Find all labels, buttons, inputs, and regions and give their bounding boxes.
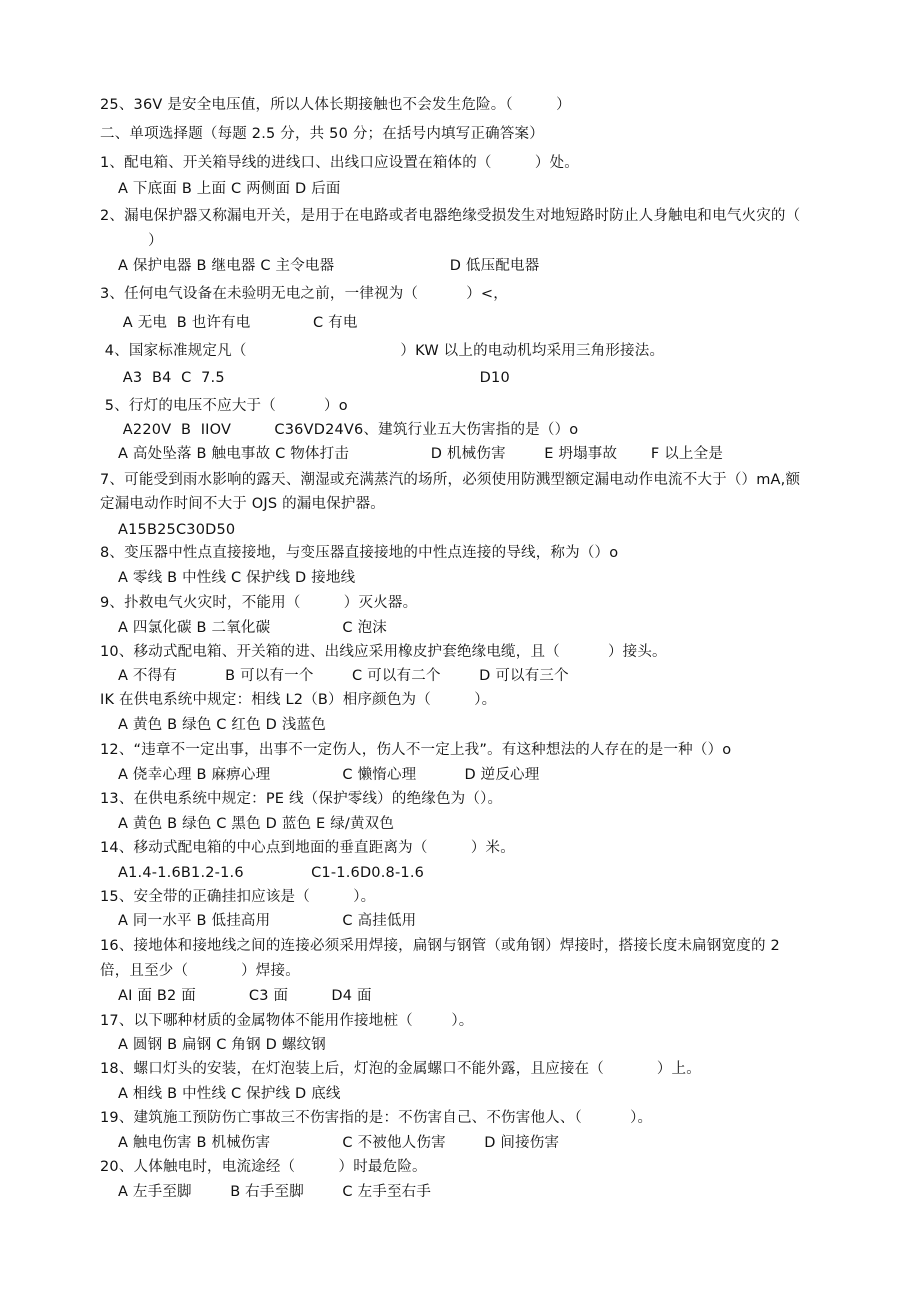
question-text: 2、漏电保护器又称漏电开关，是用于在电路或者电器绝缘受损发生对地短路时防止人身触电和电气火灾的（ <box>100 208 801 224</box>
answer-options: A 左手至脚 B 右手至脚 C 左手至右手 <box>118 1184 432 1200</box>
question-text: 12、“违章不一定出事，出事不一定伤人，伤人不一定上我”。有这种想法的人存在的是一种（）o <box>100 742 732 758</box>
answer-options: A 相线 B 中性线 C 保护线 D 底线 <box>118 1086 341 1102</box>
question-text: 14、移动式配电箱的中心点到地面的垂直距离为（ ）米。 <box>100 840 515 856</box>
question-text: 5、行灯的电压不应大于（ ）o <box>100 398 348 414</box>
question-text: 13、在供电系统中规定：PE 线（保护零线）的绝缘色为（）。 <box>100 791 503 807</box>
question-text: 定漏电动作时间不大于 OJS 的漏电保护器。 <box>100 496 386 512</box>
answer-options: A 同一水平 B 低挂高用 C 高挂低用 <box>118 913 417 929</box>
answer-options: A 圆钢 B 扁钢 C 角钢 D 螺纹钢 <box>118 1037 326 1053</box>
answer-options: A 黄色 B 绿色 C 黑色 D 蓝色 E 绿/黄双色 <box>118 816 395 832</box>
question-text: 16、接地体和接地线之间的连接必须采用焊接，扁钢与钢管（或角钢）焊接时，搭接长度未扁钢宽度的 2 <box>100 938 780 954</box>
answer-options: A 侥幸心理 B 麻痹心理 C 懒惰心理 D 逆反心理 <box>118 767 540 783</box>
answer-options: A 下底面 B 上面 C 两侧面 D 后面 <box>118 181 341 197</box>
question-text: IK 在供电系统中规定：相线 L2（B）相序颜色为（ ）。 <box>100 692 497 708</box>
question-text: 7、可能受到雨水影响的露天、潮湿或充满蒸汽的场所，必须使用防溅型额定漏电动作电流不大于（）mA,额 <box>100 472 801 488</box>
question-text: 4、国家标准规定凡（ ）KW 以上的电动机均采用三角形接法。 <box>100 343 665 359</box>
question-text: 25、36V 是安全电压值，所以人体长期接触也不会发生危险。（ ） <box>100 97 571 113</box>
question-text: 20、人体触电时，电流途经（ ）时最危险。 <box>100 1159 427 1175</box>
question-text: 1、配电箱、开关箱导线的进线口、出线口应设置在箱体的（ ）处。 <box>100 155 580 171</box>
question-text: 17、以下哪种材质的金属物体不能用作接地桩（ ）。 <box>100 1013 474 1029</box>
answer-options: A 四氯化碳 B 二氧化碳 C 泡沫 <box>118 620 387 636</box>
question-text: 3、任何电气设备在未验明无电之前，一律视为（ ）<， <box>100 286 508 302</box>
question-text: 9、扑救电气火灾时，不能用（ ）灭火器。 <box>100 595 418 611</box>
answer-options: A1.4-1.6B1.2-1.6 C1-1.6D0.8-1.6 <box>118 865 425 881</box>
answer-options: A 触电伤害 B 机械伤害 C 不被他人伤害 D 间接伤害 <box>118 1135 560 1151</box>
question-text: 倍，且至少（ ）焊接。 <box>100 963 300 979</box>
question-text: 18、螺口灯头的安装，在灯泡装上后，灯泡的金属螺口不能外露，且应接在（ ）上。 <box>100 1061 701 1077</box>
question-text: 19、建筑施工预防伤亡事故三不伤害指的是：不伤害自己、不伤害他人、（ ）。 <box>100 1110 653 1126</box>
answer-options: A3 B4 C 7.5 D10 <box>118 370 510 386</box>
question-text: 10、移动式配电箱、开关箱的进、出线应采用橡皮护套绝缘电缆，且（ ）接头。 <box>100 644 667 660</box>
answer-options: A 不得有 B 可以有一个 C 可以有二个 D 可以有三个 <box>118 668 569 684</box>
answer-options: A 黄色 B 绿色 C 红色 D 浅蓝色 <box>118 717 326 733</box>
answer-options: A15B25C30D50 <box>118 522 236 538</box>
question-text: 二、单项选择题（每题 2.5 分，共 50 分；在括号内填写正确答案） <box>100 126 544 142</box>
answer-options: A220V B IIOV C36VD24V6、建筑行业五大伤害指的是（）o <box>118 422 579 438</box>
answer-options: A 无电 B 也许有电 C 有电 <box>118 315 358 331</box>
answer-options: AI 面 B2 面 C3 面 D4 面 <box>118 988 372 1004</box>
answer-options: A 零线 B 中性线 C 保护线 D 接地线 <box>118 570 356 586</box>
question-text: 15、安全带的正确挂扣应该是（ ）。 <box>100 889 376 905</box>
answer-options: A 保护电器 B 继电器 C 主令电器 D 低压配电器 <box>118 258 540 274</box>
question-text: ） <box>100 233 163 249</box>
question-text: 8、变压器中性点直接接地，与变压器直接接地的中性点连接的导线，称为（）o <box>100 545 619 561</box>
answer-options: A 高处坠落 B 触电事故 C 物体打击 D 机械伤害 E 坍塌事故 F 以上全是 <box>118 446 724 462</box>
